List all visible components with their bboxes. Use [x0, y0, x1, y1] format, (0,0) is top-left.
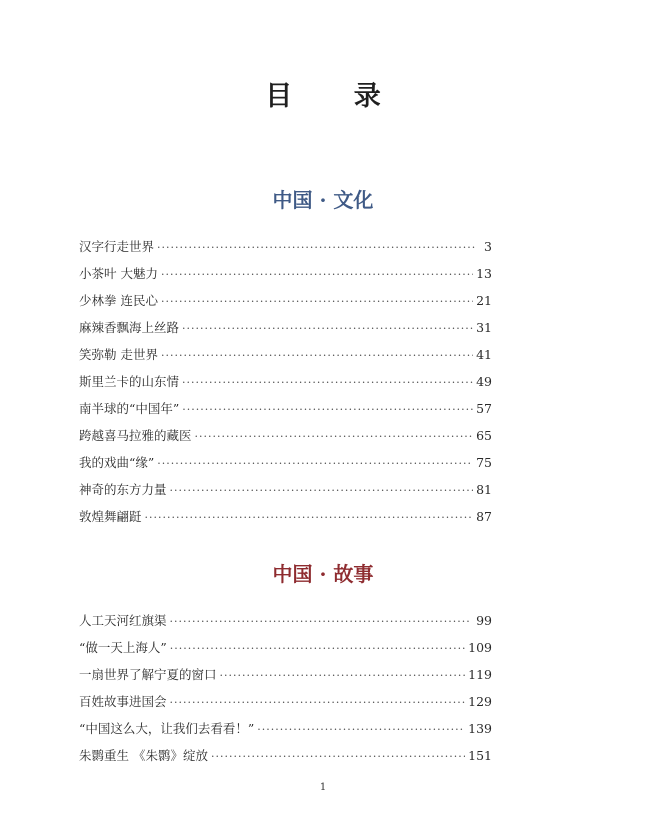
section-title-stories: 中国 · 故事	[272, 562, 374, 586]
toc-entry-title: 神奇的东方力量	[79, 482, 167, 497]
toc-entry[interactable]	[79, 746, 492, 773]
toc-entry[interactable]	[79, 638, 492, 665]
toc-entry[interactable]	[79, 318, 492, 345]
toc-entry-page-number: 139	[468, 721, 492, 736]
toc-entry[interactable]	[79, 399, 492, 426]
page-title: 目 录	[265, 81, 407, 112]
toc-entry-title: 人工天河红旗渠	[79, 613, 167, 628]
dot-leader	[157, 457, 473, 470]
toc-entry-title: 百姓故事进国会	[79, 694, 167, 709]
toc-entry-page-number: 3	[484, 239, 492, 254]
toc-entry[interactable]	[79, 719, 492, 746]
toc-entry[interactable]	[79, 453, 492, 480]
toc-entry-page-number: 65	[476, 428, 492, 443]
toc-entry-page-number: 31	[476, 320, 492, 335]
dot-leader	[182, 376, 473, 389]
toc-entry-page-number: 87	[476, 509, 492, 524]
toc-entry-title: 我的戏曲“缘”	[79, 455, 155, 470]
toc-entry-title: 汉字行走世界	[79, 239, 155, 254]
dot-leader	[170, 696, 466, 709]
dot-leader	[182, 403, 473, 416]
dot-leader	[161, 295, 473, 308]
toc-entry-title: 小茶叶 大魅力	[79, 266, 158, 281]
toc-entry[interactable]	[79, 372, 492, 399]
dot-leader	[157, 241, 475, 254]
dot-leader	[145, 511, 474, 524]
toc-entry[interactable]	[79, 426, 492, 453]
toc-entry[interactable]	[79, 264, 492, 291]
toc-entry[interactable]	[79, 345, 492, 372]
toc-entry[interactable]	[79, 237, 492, 264]
toc-entry-title: 南半球的“中国年”	[79, 401, 180, 416]
toc-entry-page-number: 81	[476, 482, 492, 497]
dot-leader	[161, 349, 473, 362]
toc-entry-page-number: 151	[468, 748, 492, 763]
toc-entry-title: 跨越喜马拉雅的藏医	[79, 428, 192, 443]
toc-entry-page-number: 119	[468, 667, 492, 682]
dot-leader	[170, 642, 465, 655]
toc-entry-page-number: 99	[476, 613, 492, 628]
dot-leader	[257, 723, 465, 736]
toc-entry-page-number: 75	[476, 455, 492, 470]
dot-leader	[220, 669, 466, 682]
toc-list-stories	[79, 611, 492, 773]
toc-entry-title: “做一天上海人”	[79, 640, 167, 655]
dot-leader	[170, 615, 469, 628]
toc-entry[interactable]	[79, 665, 492, 692]
dot-leader	[211, 750, 465, 763]
toc-entry-title: “中国这么大，让我们去看看！”	[79, 721, 255, 736]
toc-entry-page-number: 21	[476, 293, 492, 308]
toc-entry[interactable]	[79, 692, 492, 719]
toc-entry-title: 少林拳 连民心	[79, 293, 158, 308]
toc-entry-page-number: 57	[476, 401, 492, 416]
toc-entry-page-number: 129	[468, 694, 492, 709]
toc-entry-page-number: 41	[476, 347, 492, 362]
toc-entry[interactable]	[79, 291, 492, 318]
section-title-culture: 中国 · 文化	[272, 188, 374, 212]
toc-entry-title: 敦煌舞翩跹	[79, 509, 142, 524]
toc-entry-title: 一扇世界了解宁夏的窗口	[79, 667, 217, 682]
toc-entry-title: 笑弥勒 走世界	[79, 347, 158, 362]
toc-entry-page-number: 49	[476, 374, 492, 389]
dot-leader	[182, 322, 473, 335]
toc-entry[interactable]	[79, 507, 492, 534]
toc-entry-title: 朱鹮重生 《朱鹮》绽放	[79, 748, 208, 763]
toc-entry-page-number: 13	[476, 266, 492, 281]
dot-leader	[161, 268, 473, 281]
page-number: 1	[319, 782, 327, 793]
toc-list-culture	[79, 237, 492, 534]
toc-entry[interactable]	[79, 480, 492, 507]
dot-leader	[195, 430, 474, 443]
toc-entry-page-number: 109	[468, 640, 492, 655]
dot-leader	[170, 484, 474, 497]
toc-entry-title: 斯里兰卡的山东情	[79, 374, 180, 389]
toc-entry-title: 麻辣香飘海上丝路	[79, 320, 180, 335]
toc-entry[interactable]	[79, 611, 492, 638]
